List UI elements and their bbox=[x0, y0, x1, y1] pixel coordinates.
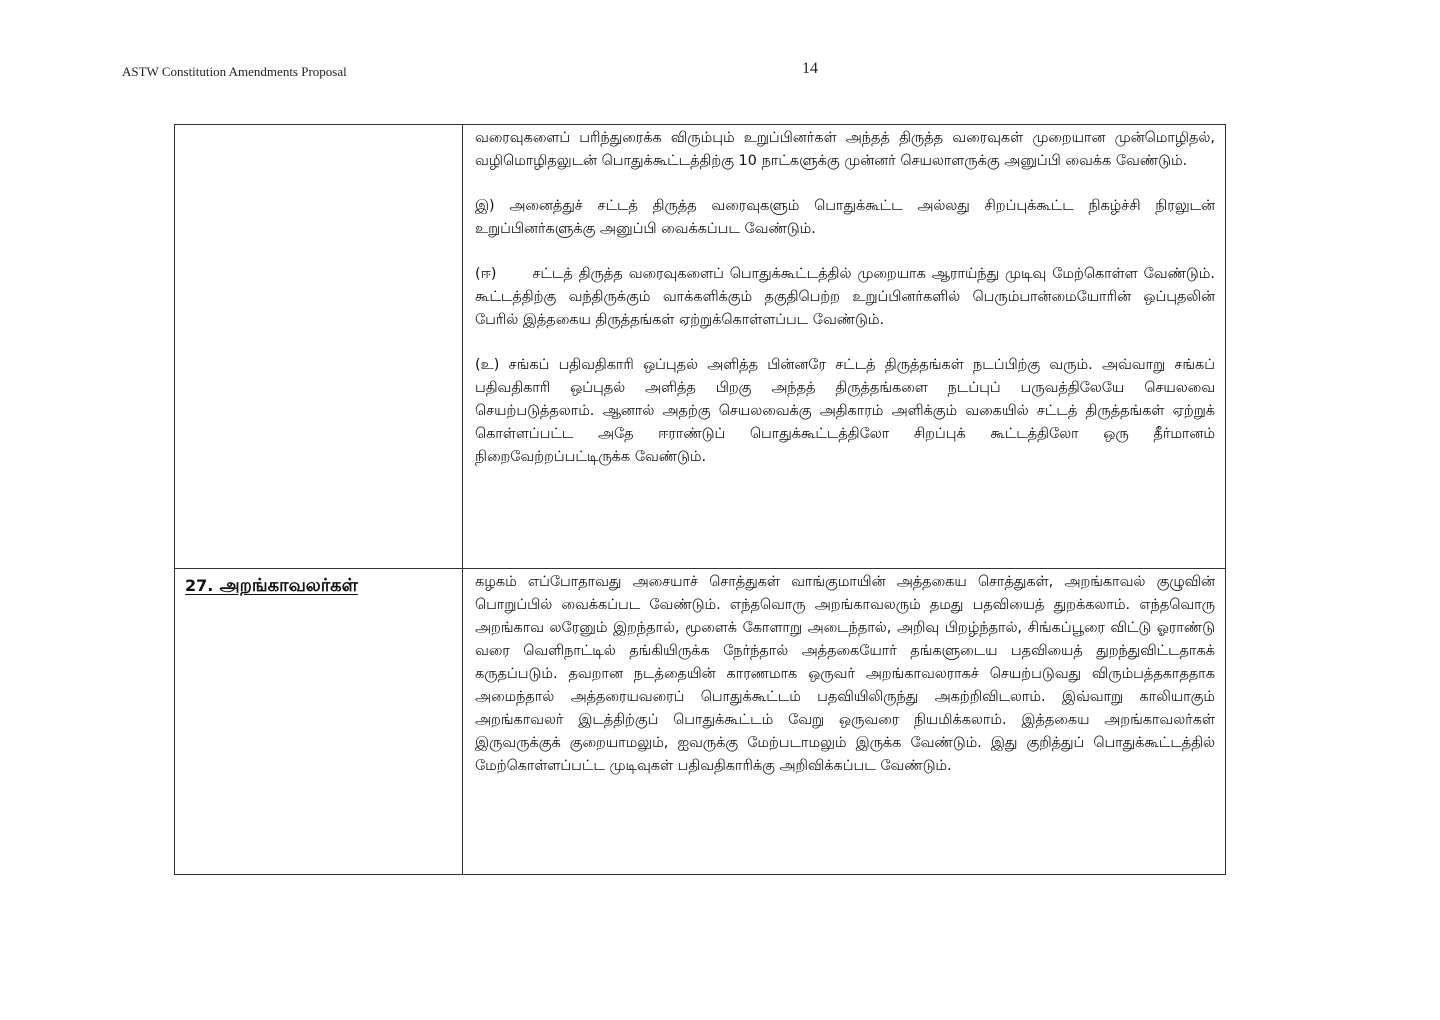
document-title: ASTW Constitution Amendments Proposal bbox=[122, 64, 347, 79]
table-row bbox=[175, 125, 1226, 569]
amendments-table bbox=[174, 124, 1226, 875]
section-title-cell bbox=[175, 569, 463, 875]
page-number: 14 bbox=[802, 60, 818, 77]
section-heading bbox=[185, 575, 358, 598]
paragraph: (ஈ) சட்டத் திருத்த வரைவுகளைப் பொதுக்கூட்டத்தில் முறையாக ஆராய்ந்து முடிவு மேற்கொள்ள வேண்டும். கூட்டத்திற்கு வந்திருக்கும் வாக்களிக்கும் தகுதிபெற்ற உறுப்பினர்களில் பெரும்பான்மையோரின் ஒப்புதலின் பேரில் இத்தகைய திருத்தங்கள் ஏற்றுக்கொள்ளப்பட வேண்டும். bbox=[475, 266, 1220, 328]
paragraph: இ) அனைத்துச் சட்டத் திருத்த வரைவுகளும் பொதுக்கூட்ட அல்லது சிறப்புக்கூட்ட நிகழ்ச்சி நிரலுடன் உறுப்பினர்களுக்கு அனுப்பி வைக்கப்பட வேண்டும். bbox=[475, 198, 1215, 237]
paragraph: வரைவுகளைப் பரிந்துரைக்க விரும்பும் உறுப்பினர்கள் அந்தத் திருத்த வரைவுகள் முறையான முன்மொழிதல், வழிமொழிதலுடன் பொதுக்கூட்டத்திற்கு 10 நாட்களுக்கு முன்னர் செயலாளருக்கு அனுப்பி வைக்க வேண்டும். bbox=[475, 130, 1215, 169]
section-title-cell bbox=[175, 125, 463, 569]
section-number: 27. bbox=[185, 576, 214, 595]
section-content-cell bbox=[463, 569, 1226, 875]
paragraph: (உ) சங்கப் பதிவதிகாரி ஒப்புதல் அளித்த பின்னரே சட்டத் திருத்தங்கள் நடப்பிற்கு வரும். அவ்வாறு சங்கப் பதிவதிகாரி ஒப்புதல் அளித்த பிறகு அந்தத் திருத்தங்களை நடப்புப் பருவத்திலேயே செயலவை செயற்படுத்தலாம். ஆனால் அதற்கு செயலவைக்கு அதிகாரம் அளிக்கும் வகையில் சட்டத் திருத்தங்கள் ஏற்றுக் கொள்ளப்பட்ட அதே ஈராண்டுப் பொதுக்கூட்டத்திலோ சிறப்புக் கூட்டத்திலோ ஒரு தீர்மானம் நிறைவேற்றப்பட்டிருக்க வேண்டும். bbox=[475, 357, 1215, 465]
paragraph: கழகம் எப்போதாவது அசையாச் சொத்துகள் வாங்குமாயின் அத்தகைய சொத்துகள், அறங்காவல் குழுவின் பொறுப்பில் வைக்கப்பட வேண்டும். எந்தவொரு அறங்காவலரும் தமது பதவியைத் துறக்கலாம். எந்தவொரு அறங்காவ லரேனும் இறந்தால், மூளைக் கோளாறு அடைந்தால், அறிவு பிறழ்ந்தால், சிங்கப்பூரை விட்டு ஓராண்டு வரை வெளிநாட்டில் தங்கியிருக்க நேர்ந்தால் அத்தகையோர் தங்களுடைய பதவியைத் துறந்துவிட்டதாகக் கருதப்படும். தவறான நடத்தையின் காரணமாக ஒருவர் அறங்காவலராகச் செயற்படுவது விரும்பத்தகாததாக அமைந்தால் அத்தரையவரைப் பொதுக்கூட்டம் பதவியிலிருந்து அகற்றிவிடலாம். இவ்வாறு காலியாகும் அறங்காவலர் இடத்திற்குப் பொதுக்கூட்டம் வேறு ஒருவரை நியமிக்கலாம். இத்தகைய அறங்காவலர்கள் இருவருக்குக் குறையாமலும், ஐவருக்கு மேற்படாமலும் இருக்க வேண்டும். இது குறித்துப் பொதுக்கூட்டத்தில் மேற்கொள்ளப்பட்ட முடிவுகள் பதிவதிகாரிக்கு அறிவிக்கப்பட வேண்டும். bbox=[475, 574, 1215, 774]
table-row bbox=[175, 569, 1226, 875]
section-title: அறங்காவலர்கள் bbox=[219, 575, 358, 596]
section-content-cell bbox=[463, 125, 1226, 569]
